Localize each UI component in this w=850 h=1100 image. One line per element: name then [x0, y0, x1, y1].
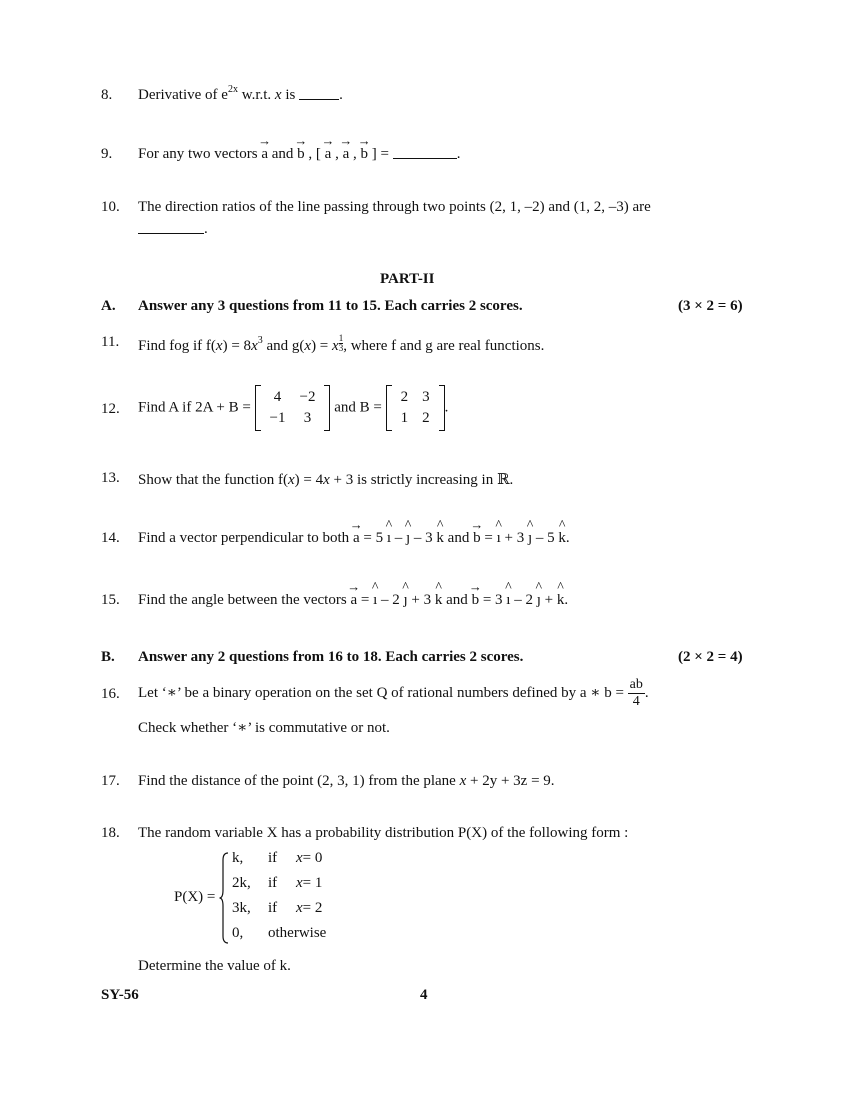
question-11-text: Find fog if $f(x) = 8x^3$ and g(x) = x $\frac{1}{3}$ , where f and g are real functions.: [138, 333, 545, 354]
brace-icon: [219, 852, 229, 944]
page-number: 4: [420, 987, 428, 1003]
question-10-blank: .: [138, 221, 208, 238]
section-instruction: Answer any 3 questions from 11 to 15. Each carries 2 scores.: [138, 298, 523, 314]
case-row: 2k, if x= 1: [232, 875, 323, 891]
question-number: 11.: [101, 334, 120, 350]
section-score: (3 × 2 = 6): [678, 298, 743, 314]
question-number: 16.: [101, 686, 120, 702]
question-18-line2: Determine the value of k.: [138, 958, 291, 974]
question-9-text: For any two vectors → a and → b , [ → a , → a , → b ] = .: [138, 142, 460, 163]
question-number: 15.: [101, 592, 120, 608]
question-number: 18.: [101, 825, 120, 841]
question-18-line1: The random variable X has a probability distribution P(X) of the following form :: [138, 825, 629, 841]
question-number: 8.: [101, 87, 113, 103]
question-13-text: Show that the function f(x) = 4x + 3 is strictly increasing in ℝ.: [138, 472, 514, 488]
case-row: 3k, if x= 2: [232, 900, 323, 916]
paper-code: SY-56: [101, 987, 139, 1003]
question-number: 13.: [101, 470, 120, 486]
case-row: 0, otherwise: [232, 925, 327, 941]
question-15-text: Find the angle between the vectors → a = ^ ı – 2 ^ ȷ + 3 ^ k and → b = 3 ^ ı – 2 ^ ȷ + ^ k.: [138, 588, 568, 609]
section-letter: B.: [101, 649, 115, 665]
piecewise-lhs: P(X) =: [174, 889, 216, 905]
question-number: 17.: [101, 773, 120, 789]
question-10-text: The direction ratios of the line passing through two points (2, 1, –2) and (1, 2, –3) are: [138, 199, 651, 215]
section-letter: A.: [101, 298, 116, 314]
matrix-2a-plus-b: 4 −2 −1 3: [255, 385, 331, 431]
case-row: k, if x= 0: [232, 850, 323, 866]
question-16-line1: Let ‘∗’ be a binary operation on the set Q of rational numbers defined by a ∗ b = $\frac{ab}{4}$ .: [138, 677, 649, 709]
question-number: 9.: [101, 146, 113, 162]
question-number: 10.: [101, 199, 120, 215]
piecewise-cases: [232, 850, 326, 950]
section-instruction: Answer any 2 questions from 16 to 18. Each carries 2 scores.: [138, 649, 524, 665]
question-number: 12.: [101, 401, 120, 417]
section-score: (2 × 2 = 4): [678, 649, 743, 665]
question-14-text: Find a vector perpendicular to both → a = 5 ^ ı – ^ ȷ – 3 ^ k and → b = ^ ı + 3 ^ ȷ – 5 ^ k.: [138, 526, 570, 547]
part-title: PART-II: [380, 271, 435, 287]
question-16-line2: Check whether ‘∗’ is commutative or not.: [138, 720, 390, 736]
question-17-text: Find the distance of the point (2, 3, 1) from the plane x + 2y + 3z = 9.: [138, 773, 555, 789]
question-number: 14.: [101, 530, 120, 546]
question-8-text: Derivative of $e^{2x}$ w.r.t. x is .: [138, 84, 343, 103]
matrix-b: 2 3 1 2: [386, 385, 445, 431]
question-12-text: Find A if 2A + B = 4 −2 −1 3 and B = 2 3 1 2 .: [138, 385, 448, 431]
